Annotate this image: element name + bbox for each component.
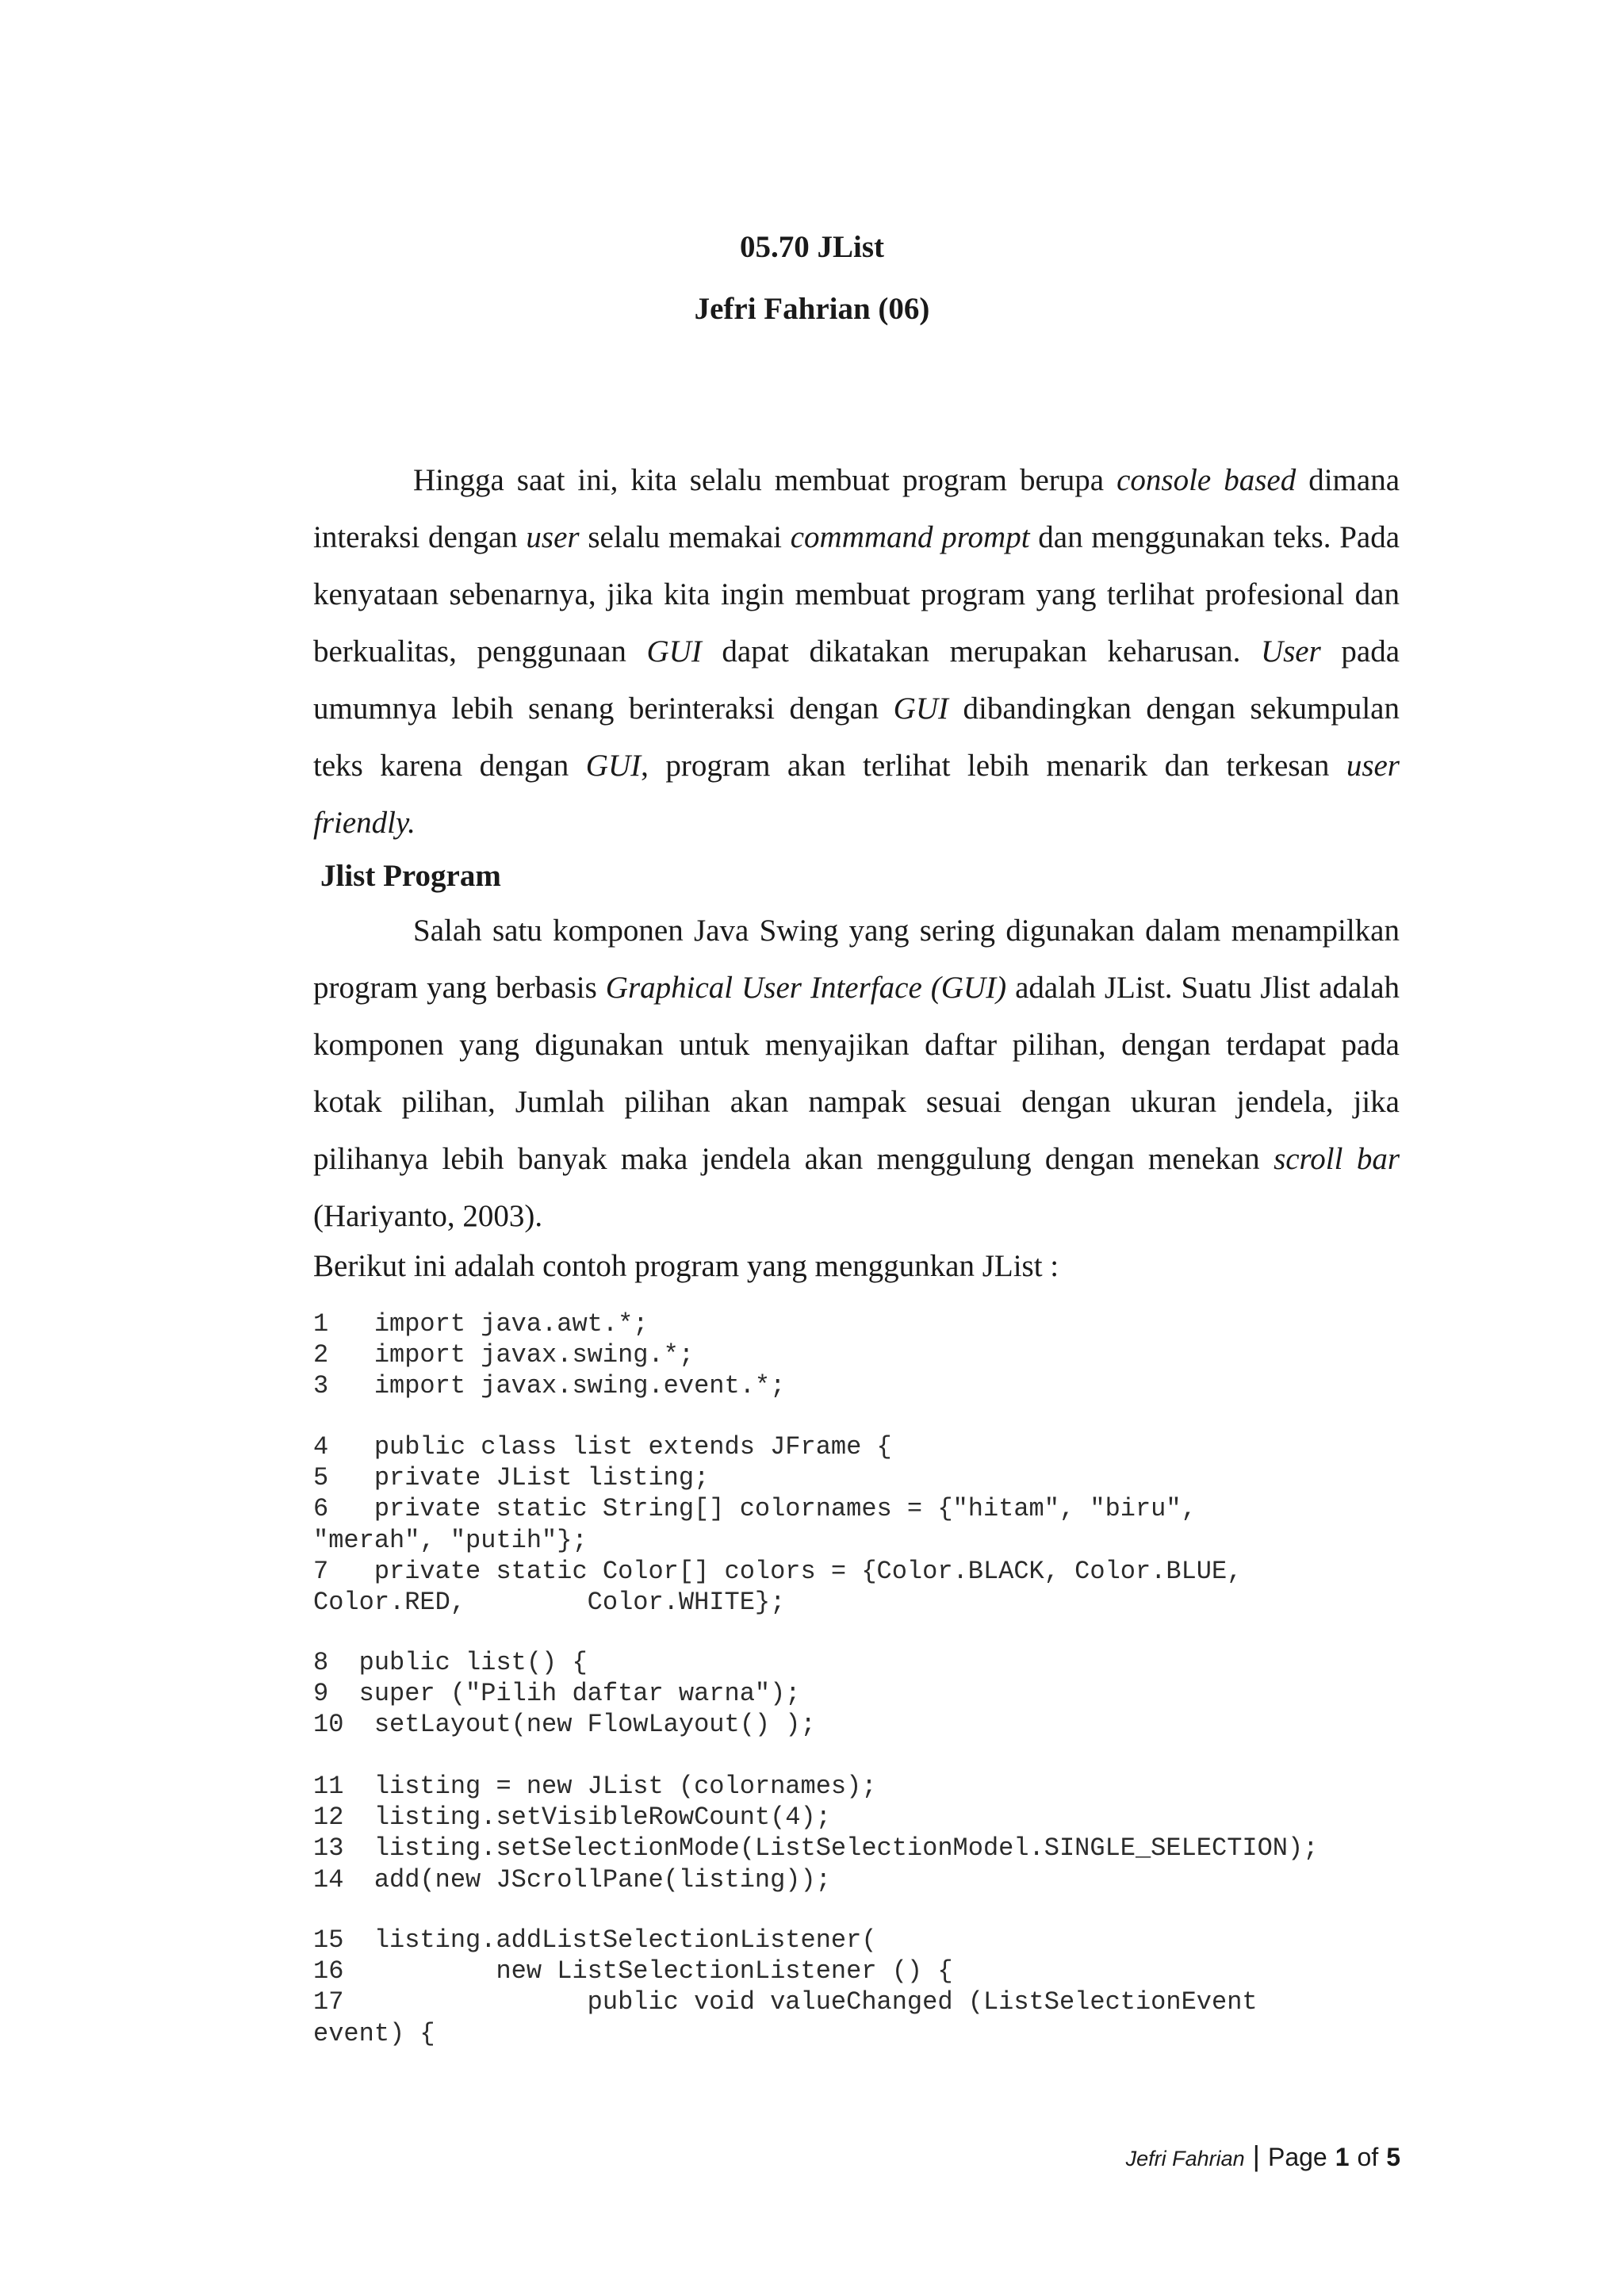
- code-block: 11 listing = new JList (colornames); 12 listing.setVisibleRowCount(4); 13 listing.setSelectionMode(ListSelectionModel.SINGLE_SELECTION); 14 add(new JScrollPane(listing));: [313, 1772, 1319, 1895]
- footer-author: Jefri Fahrian: [1125, 2147, 1245, 2170]
- body-text: Salah satu komponen Java Swing yang sering digunakan dalam menampilkan program yang berbasis: [313, 914, 1400, 1005]
- body-text: (Hariyanto, 2003).: [313, 1199, 543, 1233]
- intro-text: dapat dikatakan merupakan keharusan.: [701, 634, 1261, 669]
- footer-separator: |: [1252, 2140, 1260, 2172]
- code-block: 8 public list() { 9 super ("Pilih daftar warna"); 10 setLayout(new FlowLayout() );: [313, 1648, 816, 1740]
- intro-text: dimana interaksi dengan: [313, 463, 1400, 554]
- code-block: 1 import java.awt.*; 2 import javax.swing.*; 3 import javax.swing.event.*;: [313, 1309, 786, 1401]
- intro-text: Hingga saat ini, kita selalu membuat program berupa: [413, 463, 1117, 497]
- intro-emphasis: GUI: [646, 634, 702, 669]
- footer-page-label: Page: [1267, 2143, 1327, 2171]
- body-emphasis: scroll bar: [1274, 1142, 1400, 1176]
- intro-text: dibandingkan dengan sekumpulan teks karena dengan: [313, 692, 1400, 783]
- intro-emphasis: commmand prompt: [790, 520, 1030, 554]
- footer-of-label: of: [1357, 2143, 1379, 2171]
- section-heading: Jlist Program: [320, 859, 501, 893]
- intro-text: dan menggunakan teks. Pada kenyataan sebenarnya, jika kita ingin membuat program yang terlihat profesional dan berkualitas, penggunaan: [313, 520, 1400, 669]
- code-intro-line: Berikut ini adalah contoh program yang menggunkan JList :: [313, 1249, 1059, 1283]
- body-emphasis: Graphical User Interface (GUI): [605, 971, 1007, 1005]
- intro-text: pada umumnya lebih senang berinteraksi dengan: [313, 634, 1400, 726]
- body-paragraph: [313, 902, 1400, 1245]
- intro-text: selalu memakai: [579, 520, 791, 554]
- intro-emphasis: user friendly.: [313, 749, 1400, 840]
- footer-page-number: 1: [1335, 2143, 1350, 2171]
- intro-emphasis: GUI: [893, 692, 948, 726]
- document-author: Jefri Fahrian (06): [694, 292, 930, 326]
- intro-emphasis: GUI: [585, 749, 642, 783]
- footer-page-total: 5: [1386, 2143, 1400, 2171]
- intro-paragraph: [313, 452, 1400, 852]
- intro-emphasis: User: [1260, 634, 1321, 669]
- document-title: 05.70 JList: [739, 230, 884, 264]
- intro-emphasis: console based: [1116, 463, 1297, 497]
- page-footer: [1126, 2140, 1400, 2173]
- code-block: 4 public class list extends JFrame { 5 private JList listing; 6 private static String[] colornames = {"hitam", "biru", "merah", "putih"}; 7 private static Color[] colors = {Color.BLACK, Color.BLUE, Color.RED, Color.WHITE};: [313, 1432, 1243, 1618]
- intro-emphasis: user: [526, 520, 580, 554]
- body-text: adalah JList. Suatu Jlist adalah komponen yang digunakan untuk menyajikan daftar pilihan, dengan terdapat pada kotak pilihan, Jumlah pilihan akan nampak sesuai dengan ukuran jendela, jika pilihanya lebih banyak maka jendela akan menggulung dengan menekan: [313, 971, 1400, 1176]
- intro-text: , program akan terlihat lebih menarik dan terkesan: [641, 749, 1346, 783]
- code-block: 15 listing.addListSelectionListener( 16 new ListSelectionListener () { 17 public void valueChanged (ListSelectionEvent event) {: [313, 1925, 1258, 2048]
